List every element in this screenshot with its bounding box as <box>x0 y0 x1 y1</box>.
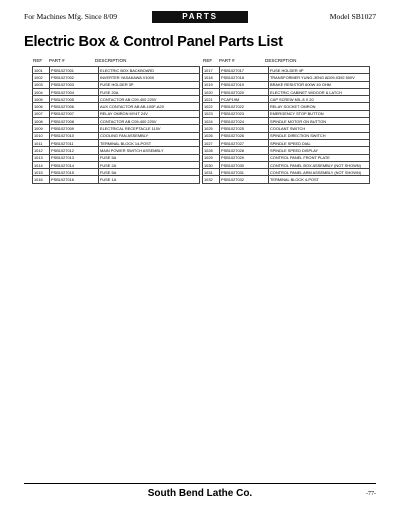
ref-cell: 1017 <box>203 67 220 74</box>
description-cell: SPINDLE SPEED DISPLAY <box>269 147 370 154</box>
part-number-cell: PCAP19M <box>220 96 269 103</box>
description-header: DESCRIPTION <box>95 58 127 63</box>
page-header <box>24 11 376 23</box>
ref-cell: 1013 <box>33 154 50 161</box>
part-number-cell: PSB1027009 <box>50 125 99 132</box>
table-row <box>33 154 200 161</box>
description-cell: FUSE 1A <box>99 176 200 183</box>
ref-cell: 1029 <box>203 154 220 161</box>
part-number-cell: PSB1027014 <box>50 161 99 168</box>
description-cell: SPINDLE SPEED DIAL <box>269 139 370 146</box>
table-row <box>33 74 200 81</box>
description-cell: CAP SCREW M5-.8 X 20 <box>269 96 370 103</box>
part-number-cell: PSB1027006 <box>50 103 99 110</box>
table-row <box>203 74 370 81</box>
ref-cell: 1007 <box>33 110 50 117</box>
ref-cell: 1010 <box>33 132 50 139</box>
description-cell: FUSE 20A <box>99 88 200 95</box>
part-number-cell: PSB1027010 <box>50 132 99 139</box>
ref-cell: 1025 <box>203 125 220 132</box>
ref-cell: 1027 <box>203 139 220 146</box>
table-row <box>33 88 200 95</box>
part-number-cell: PSB1027017 <box>220 67 269 74</box>
table-row <box>203 147 370 154</box>
description-cell: FUSE 5A <box>99 154 200 161</box>
table-row <box>33 147 200 154</box>
ref-cell: 1031 <box>203 169 220 176</box>
ref-cell: 1023 <box>203 110 220 117</box>
description-cell: INVERTER YASAKAWA V1000 <box>99 74 200 81</box>
table-row <box>203 161 370 168</box>
ref-cell: 1016 <box>33 176 50 183</box>
part-number-cell: PSB1027004 <box>50 88 99 95</box>
page-number: -77- <box>366 491 376 497</box>
right-column-headers <box>202 56 370 65</box>
table-row <box>203 81 370 88</box>
part-number-cell: PSB1027025 <box>220 125 269 132</box>
part-number-cell: PSB1027016 <box>50 176 99 183</box>
description-cell: CONTROL PANEL FRONT PLATE <box>269 154 370 161</box>
part-number-cell: PSB1027019 <box>220 81 269 88</box>
part-number-cell: PSB1027028 <box>220 147 269 154</box>
ref-cell: 1004 <box>33 88 50 95</box>
description-cell: BRAKE RESISTOR 600W 40 OHM <box>269 81 370 88</box>
ref-cell: 1012 <box>33 147 50 154</box>
table-row <box>33 110 200 117</box>
description-cell: SPINDLE MOTOR ON BUTTON <box>269 118 370 125</box>
description-cell: RELAY SOCKET OMRON <box>269 103 370 110</box>
ref-cell: 1001 <box>33 67 50 74</box>
part-number-cell: PSB1027032 <box>220 176 269 183</box>
description-header: DESCRIPTION <box>265 58 297 63</box>
table-row <box>203 125 370 132</box>
section-label: PARTS <box>152 11 248 23</box>
ref-cell: 1008 <box>33 118 50 125</box>
part-number-cell: PSB1027001 <box>50 67 99 74</box>
ref-header: REF <box>203 58 213 63</box>
table-row <box>33 67 200 74</box>
description-cell: ELECTRIC CABINET W/DOOR & LATCH <box>269 88 370 95</box>
ref-cell: 1028 <box>203 147 220 154</box>
table-row <box>203 110 370 117</box>
ref-cell: 1009 <box>33 125 50 132</box>
part-number-cell: PSB1027018 <box>220 74 269 81</box>
table-row <box>203 96 370 103</box>
part-number-cell: PSB1027022 <box>220 103 269 110</box>
description-cell: SPINDLE DIRECTION SWITCH <box>269 132 370 139</box>
part-number-cell: PSB1027029 <box>220 154 269 161</box>
table-row <box>203 67 370 74</box>
parts-table-left <box>32 66 200 184</box>
part-number-cell: PSB1027002 <box>50 74 99 81</box>
table-row <box>33 81 200 88</box>
brand-logo: South Bend Lathe Co. <box>147 488 253 499</box>
part-number-cell: PSB1027020 <box>220 88 269 95</box>
description-cell: CONTROL PANEL BOX ASSEMBLY (NOT SHOWN) <box>269 161 370 168</box>
part-number-cell: PSB1027012 <box>50 147 99 154</box>
description-cell: COOLING FAN ASSEMBLY <box>99 132 200 139</box>
table-row <box>33 139 200 146</box>
part-number-cell: PSB1027024 <box>220 118 269 125</box>
description-cell: CONTACTOR AB C09-400 220V <box>99 96 200 103</box>
table-row <box>203 154 370 161</box>
ref-cell: 1024 <box>203 118 220 125</box>
part-number-cell: PSB1027031 <box>220 169 269 176</box>
part-number-cell: PSB1027008 <box>50 118 99 125</box>
parts-table-right <box>202 66 370 184</box>
description-cell: FUSE 5A <box>99 169 200 176</box>
description-cell: RELAY OMRON MY4T 24V <box>99 110 200 117</box>
table-row <box>33 118 200 125</box>
ref-cell: 1002 <box>33 74 50 81</box>
table-row <box>203 103 370 110</box>
description-cell: MAIN POWER SWITCH ASSEMBLY <box>99 147 200 154</box>
table-row <box>203 88 370 95</box>
table-row <box>203 169 370 176</box>
description-cell: AUX CONTACTOR AB AB-100F-A20 <box>99 103 200 110</box>
ref-cell: 1003 <box>33 81 50 88</box>
left-column-headers <box>32 56 200 65</box>
table-row <box>33 96 200 103</box>
table-row <box>33 132 200 139</box>
ref-cell: 1030 <box>203 161 220 168</box>
description-cell: ELECTRICAL RECEPTACLE 110V <box>99 125 200 132</box>
description-cell: CONTACTOR AB C09-400 220V <box>99 118 200 125</box>
part-number-cell: PSB1027007 <box>50 110 99 117</box>
part-number-cell: PSB1027011 <box>50 139 99 146</box>
description-cell: FUSE 2A <box>99 161 200 168</box>
part-number-cell: PSB1027013 <box>50 154 99 161</box>
ref-cell: 1005 <box>33 96 50 103</box>
description-cell: EMERGENCY STOP BUTTON <box>269 110 370 117</box>
model-number: Model SB1027 <box>329 12 376 21</box>
ref-cell: 1011 <box>33 139 50 146</box>
ref-cell: 1014 <box>33 161 50 168</box>
ref-cell: 1021 <box>203 96 220 103</box>
table-row <box>203 139 370 146</box>
description-cell: ELECTRIC BOX BACKBOARD <box>99 67 200 74</box>
part-number-cell: PSB1027015 <box>50 169 99 176</box>
ref-header: REF <box>33 58 43 63</box>
ref-cell: 1022 <box>203 103 220 110</box>
table-row <box>33 169 200 176</box>
ref-cell: 1020 <box>203 88 220 95</box>
table-row <box>33 125 200 132</box>
table-row <box>33 103 200 110</box>
table-row <box>203 118 370 125</box>
ref-cell: 1015 <box>33 169 50 176</box>
description-cell: TRANSFORMER YUNG-JENG AD09-0392 500V <box>269 74 370 81</box>
ref-cell: 1032 <box>203 176 220 183</box>
ref-cell: 1019 <box>203 81 220 88</box>
table-row <box>203 176 370 183</box>
ref-cell: 1006 <box>33 103 50 110</box>
ref-cell: 1018 <box>203 74 220 81</box>
part-header: PART # <box>49 58 65 63</box>
machine-date-note: For Machines Mfg. Since 8/09 <box>24 12 118 21</box>
table-row <box>203 132 370 139</box>
page-title: Electric Box & Control Panel Parts List <box>24 34 283 50</box>
description-cell: FUSE HOLDER 3P <box>99 81 200 88</box>
part-number-cell: PSB1027005 <box>50 96 99 103</box>
ref-cell: 1026 <box>203 132 220 139</box>
part-header: PART # <box>219 58 235 63</box>
footer-rule <box>24 483 376 484</box>
table-row <box>33 161 200 168</box>
description-cell: TERMINAL BLOCK 4-POST <box>269 176 370 183</box>
table-row <box>33 176 200 183</box>
description-cell: CONTROL PANEL ARM ASSEMBLY (NOT SHOWN) <box>269 169 370 176</box>
part-number-cell: PSB1027027 <box>220 139 269 146</box>
description-cell: TERMINAL BLOCK 14-POST <box>99 139 200 146</box>
part-number-cell: PSB1027023 <box>220 110 269 117</box>
description-cell: FUSE HOLDER 4P <box>269 67 370 74</box>
part-number-cell: PSB1027026 <box>220 132 269 139</box>
description-cell: COOLANT SWITCH <box>269 125 370 132</box>
part-number-cell: PSB1027003 <box>50 81 99 88</box>
part-number-cell: PSB1027030 <box>220 161 269 168</box>
